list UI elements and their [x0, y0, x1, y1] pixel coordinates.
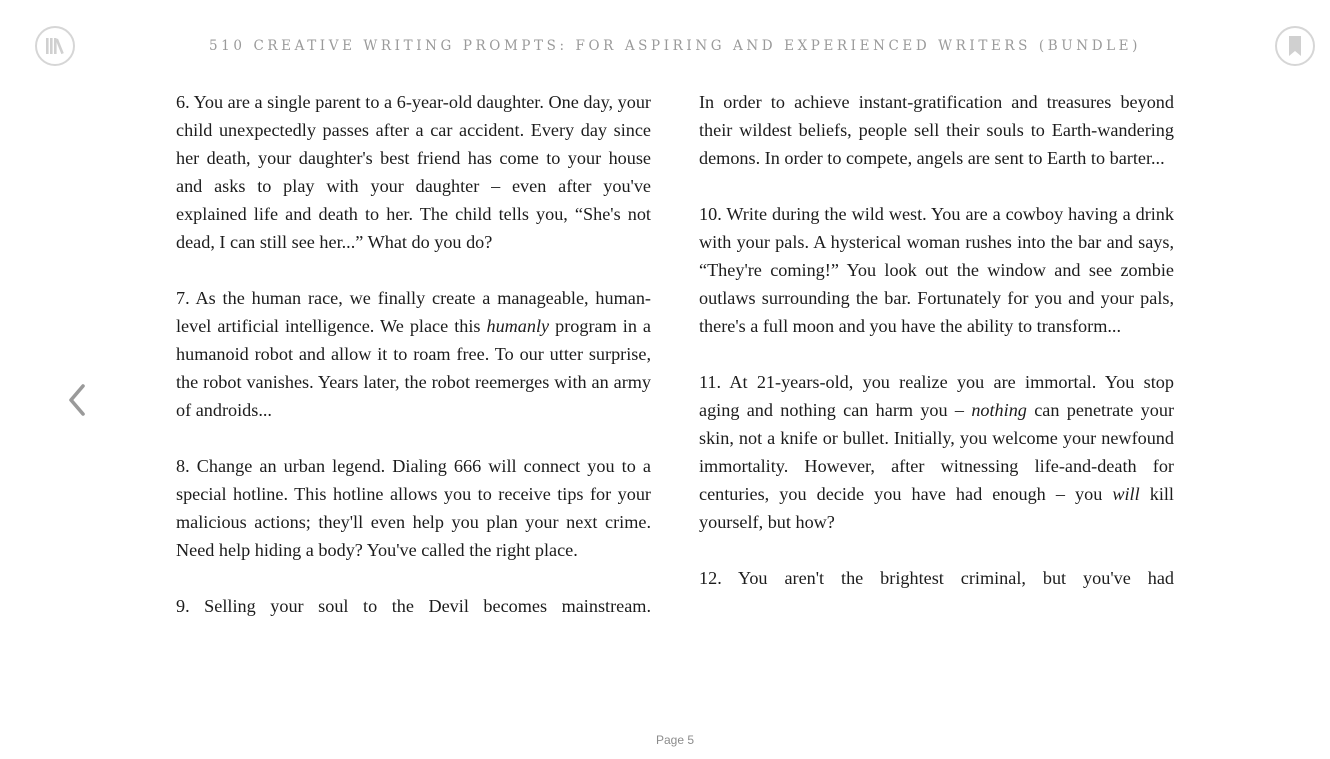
book-title: 510 CREATIVE WRITING PROMPTS: FOR ASPIRING AND EXPERIENCED WRITERS (BUNDLE): [208, 38, 1142, 54]
prompt-6: 6. You are a single parent to a 6-year-old daughter. One day, your child unexpectedly passes after a car accident. Every day since her death, your daughter's best friend has come to your house and asks to play with your daughter – even after you've explained life and death to her. The child tells you, “She's not dead, I can still see her...” What do you do?: [176, 92, 651, 252]
prompt-11-italic-b: will: [1112, 484, 1140, 504]
prompt-7-text-a: 7. As the human race, we finally create a manageable, human-level artificial intelligence. We place this: [176, 288, 651, 336]
bookmark-icon: [1287, 35, 1303, 57]
prompt-11-text-c: kill yourself, but how?: [699, 484, 1174, 532]
prompt-7-text-b: program in a humanoid robot and allow it to roam free. To our utter surprise, the robot vanishes. Years later, the robot reemerges with an army of androids...: [176, 316, 651, 420]
right-column: [699, 88, 1174, 704]
library-button[interactable]: [35, 26, 75, 66]
prompt-7: [176, 284, 651, 424]
prompt-7-italic: humanly: [486, 316, 550, 336]
prompt-10: 10. Write during the wild west. You are a cowboy having a drink with your pals. A hysterical woman rushes into the bar and says, “They're coming!” You look out the window and see zombie outlaws surrounding the bar. Fortunately for you and your pals, there's a full moon and you have the ability to transform...: [699, 204, 1174, 336]
previous-page-button[interactable]: [62, 380, 92, 420]
prompt-11-text-a: 11. At 21-years-old, you realize you are immortal. You stop aging and nothing can harm you –: [699, 372, 1174, 420]
prompt-11-text-b: can penetrate your skin, not a knife or bullet. Initially, you welcome your newfound immortality. However, after witnessing life-and-death for centuries, you decide you have had enough – you: [699, 400, 1174, 504]
prompt-11-italic-a: nothing: [971, 400, 1027, 420]
library-books-icon: [44, 35, 66, 57]
page-number: Page 5: [655, 733, 695, 747]
chevron-left-icon: [66, 383, 88, 417]
prompt-8: 8. Change an urban legend. Dialing 666 will connect you to a special hotline. This hotline allows you to receive tips for your malicious actions; they'll even help you plan your next crime. Need help hiding a body? You've called the right place.: [176, 456, 651, 560]
left-column: [176, 88, 651, 704]
bookmark-button[interactable]: [1275, 26, 1315, 66]
prompt-9-continued: In order to achieve instant-gratification and treasures beyond their wildest beliefs, people sell their souls to Earth-wandering demons. In order to compete, angels are sent to Earth to barter...: [699, 92, 1174, 168]
prompt-9: 9. Selling your soul to the Devil becomes mainstream.: [176, 596, 651, 616]
prompt-11: [699, 368, 1174, 536]
prompt-12: 12. You aren't the brightest criminal, but you've had: [699, 568, 1174, 588]
